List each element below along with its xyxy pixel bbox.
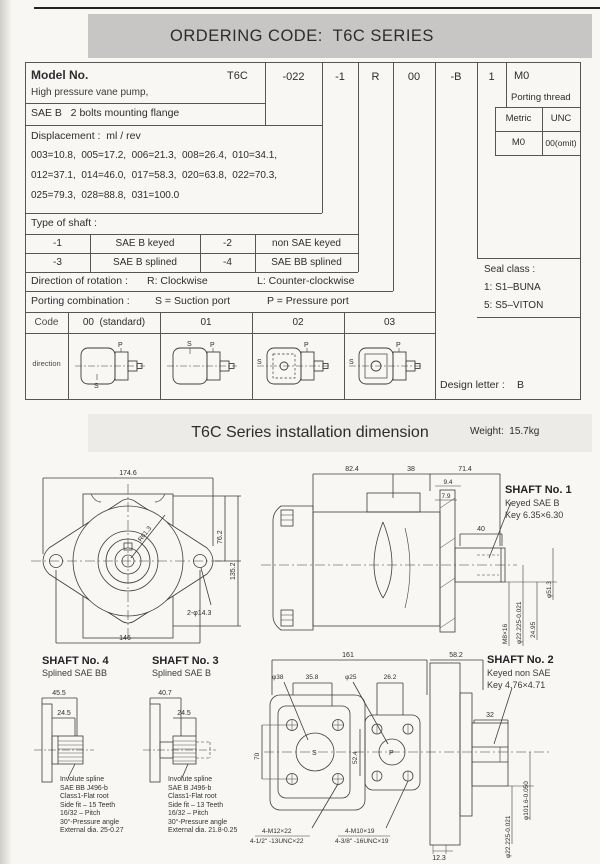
dim-shaft2-keylen: 32 (486, 712, 494, 719)
dim-side-1: 82.4 (345, 466, 359, 473)
shaft3-note-line: SAE B J496-b (168, 784, 212, 792)
dim-side-3: 71.4 (458, 466, 472, 473)
shaft3-note-line: Involute spline (168, 776, 213, 783)
dim-side-2: 38 (407, 466, 415, 473)
shaft4-note-line: External dia. 25-0.27 (60, 827, 124, 834)
dim-rear-width: 161 (342, 652, 354, 659)
shaft2-key: Key 4.76×4.71 (487, 680, 546, 690)
shaft2-label-block (487, 654, 554, 690)
shaft-desc-1: SAE B keyed (115, 238, 175, 249)
displacement-line-2: 012=37.1, 014=46.0, 017=58.3, 020=63.8, 022=70.3, (31, 170, 278, 181)
shaft4-note-line: 16/32 – Pitch (60, 810, 101, 817)
pump-diagram-02 (255, 336, 341, 396)
shaft4-note-line: Class1-Flat root (60, 793, 109, 800)
shaft-desc-4: SAE BB splined (271, 257, 342, 268)
shaft-desc-3: SAE B splined (113, 257, 177, 268)
page-edge-shading (0, 0, 12, 864)
seal-class-5: 5: S5–VITON (484, 300, 544, 311)
shaft-code-4: -4 (223, 257, 232, 268)
port-p-label: P (210, 342, 215, 349)
dim-side-pilot: φ51.3 (546, 581, 553, 598)
thread-m0: M0 (511, 137, 526, 148)
seal-class-1: 1: S1–BUNA (484, 282, 541, 293)
installation-banner (88, 414, 592, 452)
mounting-flange: SAE B 2 bolts mounting flange (31, 107, 180, 119)
shaft1-label-block (505, 484, 572, 520)
thread-metric: Metric (505, 113, 532, 124)
pump-diagram-00 (71, 336, 157, 396)
code-displacement: -022 (282, 71, 305, 83)
shaft-code-2: -2 (223, 238, 232, 249)
shaft3-note-line: External dia. 21.8-0.25 (168, 827, 238, 834)
ordering-table (25, 62, 581, 400)
porting-suction: S = Suction port (155, 295, 231, 307)
code-shaft: -1 (335, 71, 345, 83)
code-cell-01: 01 (200, 317, 212, 328)
rotation-clockwise: R: Clockwise (147, 275, 208, 287)
dim-shaft2-step: 12.3 (432, 855, 446, 862)
shaft4-note-line: 30°-Pressure angle (60, 818, 120, 826)
dim-side-key: 24.95 (530, 621, 537, 638)
dim-rear-p-off: 26.2 (383, 674, 397, 681)
port-p-label: P (118, 342, 123, 349)
code-thread: M0 (514, 70, 530, 82)
porting-thread-label: Porting thread (511, 92, 571, 103)
pump-diagram-03 (347, 336, 433, 396)
dim-front-bolt-span: 146 (119, 635, 131, 642)
dim-side-4: 9.4 (443, 479, 453, 486)
shaft3-note-line: Side fit – 13 Teeth (168, 801, 224, 809)
shaft2-title: SHAFT No. 2 (487, 654, 554, 666)
shaft3-drawing (140, 684, 255, 784)
shaft-code-1: -1 (53, 238, 62, 249)
top-rule (34, 7, 600, 9)
seal-class-title: Seal class : (484, 264, 536, 275)
dim-front-holes: 2-φ14.3 (187, 610, 212, 617)
front-view-drawing (25, 458, 255, 658)
model-no-value: T6C (227, 70, 248, 82)
model-no-label: Model No. (31, 68, 89, 82)
shaft-code-3: -3 (53, 257, 62, 268)
code-design: -B (450, 71, 462, 83)
weight-label: Weight: 15.7kg (470, 426, 540, 437)
port-p-label: P (304, 342, 309, 349)
port-s-label: S (312, 750, 317, 757)
dim-front-h2: 135.2 (230, 562, 237, 580)
port-s-label: S (187, 341, 192, 348)
shaft4-sub: Splined SAE BB (42, 668, 108, 678)
dim-rear-pheight: 52.4 (352, 751, 359, 764)
port-p-label: P (396, 342, 401, 349)
port-p-label: P (389, 750, 394, 757)
porting-label: Porting combination : (31, 295, 130, 307)
dim-front-radius: R61.3 (137, 525, 154, 544)
shaft4-drawing (30, 684, 140, 784)
shaft3-title: SHAFT No. 3 (152, 655, 219, 667)
pump-diagram-01 (163, 336, 249, 396)
port-s-label: S (257, 359, 262, 366)
shaft3-note-line: Class1-Flat root (168, 793, 217, 800)
dim-side-5: 7.9 (441, 493, 451, 500)
code-seal: 1 (488, 71, 495, 83)
design-letter-label: Design letter : (440, 379, 505, 391)
code-row-label: Code (34, 317, 59, 328)
dim-rear-s-off: 35.8 (305, 674, 319, 681)
ordering-code-banner (88, 14, 592, 58)
port-s-label: S (349, 359, 354, 366)
shaft-type-title: Type of shaft : (31, 217, 97, 229)
dim-rear-height: 70 (254, 752, 261, 760)
rear-bolt2b: 4-3/8" -16UNC×19 (335, 838, 389, 845)
shaft4-title: SHAFT No. 4 (42, 655, 109, 667)
shaft3-note-line: 16/32 – Pitch (168, 810, 209, 817)
displacement-line-3: 025=79.3, 028=88.8, 031=100.0 (31, 190, 180, 201)
shaft1-sub: Keyed SAE B (505, 498, 560, 508)
shaft3-note-line: 30°-Pressure angle (168, 818, 228, 826)
dim-rear-s-dia: φ38 (272, 674, 284, 681)
model-description: High pressure vane pump, (31, 87, 149, 98)
dim-side-6: 40 (477, 526, 485, 533)
dim-rear-p-dia: φ25 (345, 674, 357, 681)
displacement-line-1: 003=10.8, 005=17.2, 006=21.3, 008=26.4, 010=34.1, (31, 150, 278, 161)
shaft4-note (60, 776, 160, 836)
dim-shaft2-pilot: φ101.6-0.050 (523, 781, 530, 820)
dim-shaft4-spline: 24.5 (57, 710, 71, 717)
shaft4-note-line: Involute spline (60, 776, 105, 783)
dim-front-h1: 76.2 (217, 530, 224, 544)
shaft4-block (42, 655, 109, 678)
code-rotation: R (371, 71, 380, 83)
rotation-label: Direction of rotation : (31, 275, 128, 287)
shaft1-title: SHAFT No. 1 (505, 484, 572, 496)
code-cell-03: 03 (383, 317, 396, 328)
porting-pressure: P = Pressure port (267, 295, 349, 307)
ordering-code-title: ORDERING CODE: T6C SERIES (170, 26, 434, 45)
thread-omit: 00(omit) (545, 138, 577, 148)
installation-title: T6C Series installation dimension (191, 424, 429, 441)
dim-side-thread: M8×16 (502, 623, 509, 644)
dim-front-width: 174.6 (119, 470, 137, 477)
code-porting: 00 (407, 71, 421, 83)
shaft3-block (152, 655, 219, 678)
port-s-label: S (94, 383, 99, 390)
shaft-desc-2: non SAE keyed (272, 238, 341, 249)
code-cell-02: 02 (292, 317, 304, 328)
dim-shaft2-dia: φ22.225-0.021 (505, 815, 512, 858)
thread-unc: UNC (550, 113, 572, 124)
shaft4-note-line: Side fit – 15 Teeth (60, 801, 116, 809)
shaft4-note-line: SAE BB J496-b (60, 784, 108, 792)
rear-bolt1b: 4-1/2" -13UNC×22 (250, 838, 304, 845)
dim-shaft4-len: 45.5 (52, 690, 66, 697)
shaft3-sub: Splined SAE B (152, 668, 212, 678)
rear-bolt2a: 4-M10×19 (345, 828, 375, 835)
design-letter-value: B (517, 379, 525, 391)
rotation-counter: L: Counter-clockwise (257, 275, 355, 287)
dim-shaft2-depth: 58.2 (449, 652, 463, 659)
code-cell-00: 00 (standard) (82, 317, 146, 328)
dim-shaft3-len: 40.7 (158, 690, 172, 697)
shaft1-key: Key 6.35×6.30 (505, 510, 564, 520)
shaft2-sub: Keyed non SAE (487, 668, 551, 678)
direction-row-label: direction (32, 359, 61, 368)
dim-side-dia: φ22.225-0.021 (516, 601, 523, 644)
rear-bolt1a: 4-M12×22 (262, 828, 292, 835)
dim-shaft3-spline: 24.5 (177, 710, 191, 717)
displacement-title: Displacement : ml / rev (31, 130, 141, 142)
